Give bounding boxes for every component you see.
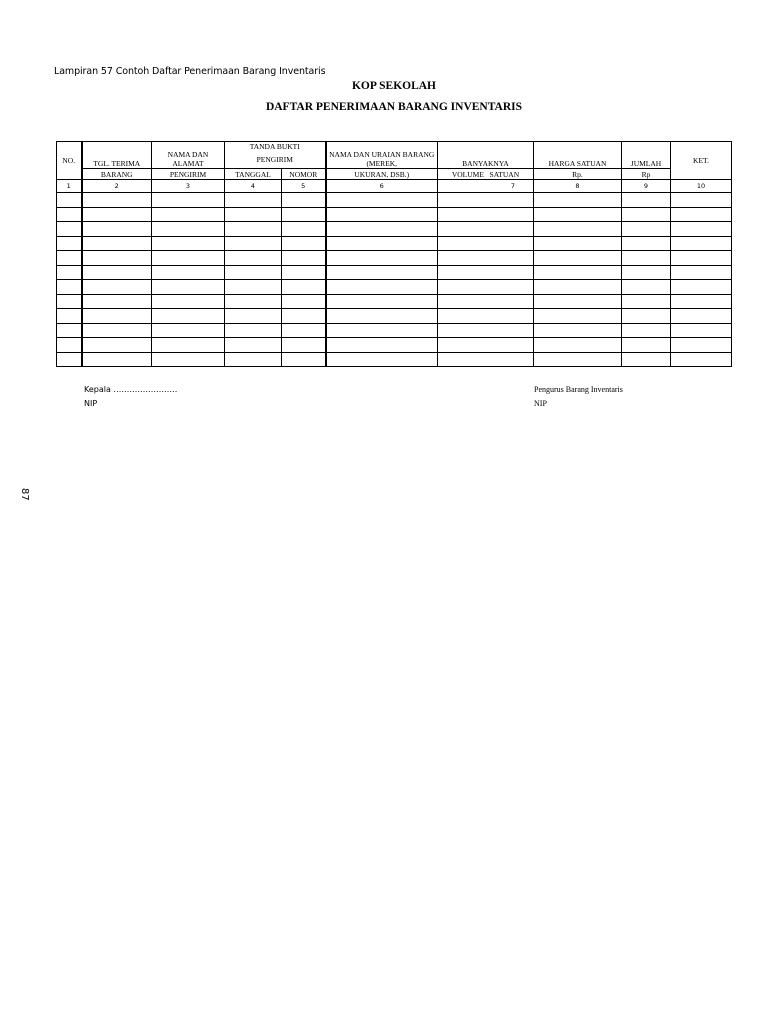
table-cell bbox=[671, 236, 732, 251]
header-jumlah-rp: Rp bbox=[622, 169, 671, 180]
table-cell bbox=[438, 265, 534, 280]
table-cell bbox=[82, 207, 152, 222]
table-cell bbox=[57, 280, 82, 295]
column-number: 2 bbox=[82, 180, 152, 193]
table-cell bbox=[622, 236, 671, 251]
table-cell bbox=[438, 294, 534, 309]
table-row bbox=[57, 309, 732, 324]
header-ket: KET. bbox=[671, 142, 732, 180]
table-cell bbox=[225, 222, 282, 237]
table-row bbox=[57, 207, 732, 222]
header-nomor: NOMOR bbox=[282, 169, 326, 180]
table-cell bbox=[438, 251, 534, 266]
table-cell bbox=[82, 309, 152, 324]
table-cell bbox=[438, 338, 534, 353]
table-cell bbox=[326, 352, 438, 367]
signature-block-inventory-officer bbox=[534, 385, 623, 413]
table-cell bbox=[326, 251, 438, 266]
table-body bbox=[57, 193, 732, 367]
table-cell bbox=[534, 323, 622, 338]
table-cell bbox=[82, 323, 152, 338]
table-row bbox=[57, 338, 732, 353]
table-cell bbox=[622, 193, 671, 208]
table-cell bbox=[438, 193, 534, 208]
table-cell bbox=[82, 294, 152, 309]
table-cell bbox=[225, 251, 282, 266]
header-banyaknya: BANYAKNYA bbox=[438, 142, 534, 169]
table-row bbox=[57, 193, 732, 208]
document-title: DAFTAR PENERIMAAN BARANG INVENTARIS bbox=[265, 101, 523, 113]
header-no: NO. bbox=[57, 142, 82, 180]
table-cell bbox=[282, 265, 326, 280]
table-row bbox=[57, 294, 732, 309]
header-tgl-terima: TGL. TERIMA bbox=[82, 142, 152, 169]
table-cell bbox=[57, 236, 82, 251]
table-cell bbox=[671, 251, 732, 266]
table-cell bbox=[326, 265, 438, 280]
table-cell bbox=[57, 309, 82, 324]
table-cell bbox=[152, 251, 225, 266]
table-cell bbox=[57, 265, 82, 280]
signature-block-principal bbox=[84, 385, 177, 413]
table-cell bbox=[671, 280, 732, 295]
column-number: 6 bbox=[326, 180, 438, 193]
table-cell bbox=[82, 193, 152, 208]
column-number: 1 bbox=[57, 180, 82, 193]
table-cell bbox=[326, 222, 438, 237]
table-cell bbox=[671, 265, 732, 280]
table-cell bbox=[438, 309, 534, 324]
header-tanda-bukti-pengirim: PENGIRIM bbox=[256, 155, 293, 164]
table-row bbox=[57, 236, 732, 251]
table-cell bbox=[622, 207, 671, 222]
table-cell bbox=[282, 338, 326, 353]
column-number: 5 bbox=[282, 180, 326, 193]
table-cell bbox=[671, 207, 732, 222]
table-header bbox=[57, 142, 732, 193]
table-cell bbox=[438, 352, 534, 367]
table-cell bbox=[282, 236, 326, 251]
table-cell bbox=[225, 309, 282, 324]
header-harga-satuan: HARGA SATUAN bbox=[534, 142, 622, 169]
table-cell bbox=[57, 338, 82, 353]
table-cell bbox=[282, 294, 326, 309]
table-row bbox=[57, 222, 732, 237]
page-number: 87 bbox=[19, 488, 30, 501]
table-cell bbox=[225, 338, 282, 353]
table-cell bbox=[671, 338, 732, 353]
table-cell bbox=[622, 338, 671, 353]
table-cell bbox=[82, 265, 152, 280]
table-cell bbox=[282, 222, 326, 237]
column-number: 7 bbox=[438, 180, 534, 193]
column-number: 4 bbox=[225, 180, 282, 193]
table-row bbox=[57, 280, 732, 295]
document-caption: Lampiran 57 Contoh Daftar Penerimaan Barang Inventaris bbox=[54, 66, 326, 77]
table-cell bbox=[326, 309, 438, 324]
table-cell bbox=[225, 352, 282, 367]
table-row bbox=[57, 352, 732, 367]
table-cell bbox=[152, 352, 225, 367]
header-tanda-bukti-label: TANDA BUKTI bbox=[249, 142, 300, 151]
table-cell bbox=[534, 265, 622, 280]
table-cell bbox=[152, 222, 225, 237]
column-number: 9 bbox=[622, 180, 671, 193]
table-cell bbox=[57, 222, 82, 237]
table-cell bbox=[534, 352, 622, 367]
table-cell bbox=[671, 323, 732, 338]
table-cell bbox=[671, 352, 732, 367]
table-cell bbox=[152, 265, 225, 280]
column-number: 3 bbox=[152, 180, 225, 193]
table-cell bbox=[438, 323, 534, 338]
officer-title: Pengurus Barang Inventaris bbox=[534, 385, 623, 394]
table-cell bbox=[534, 251, 622, 266]
table-cell bbox=[152, 236, 225, 251]
inventory-receipt-table bbox=[56, 141, 732, 367]
header-tanggal: TANGGAL bbox=[225, 169, 282, 180]
header-ukuran: UKURAN, DSB.) bbox=[326, 169, 438, 180]
table-cell bbox=[282, 251, 326, 266]
header-tanda-bukti bbox=[225, 142, 326, 169]
table-cell bbox=[225, 294, 282, 309]
column-number: 8 bbox=[534, 180, 622, 193]
table-cell bbox=[534, 294, 622, 309]
table-cell bbox=[326, 193, 438, 208]
table-cell bbox=[225, 193, 282, 208]
table-cell bbox=[225, 265, 282, 280]
table-cell bbox=[534, 309, 622, 324]
table-cell bbox=[152, 309, 225, 324]
table-cell bbox=[82, 352, 152, 367]
table-cell bbox=[57, 294, 82, 309]
table-cell bbox=[282, 207, 326, 222]
table-row bbox=[57, 323, 732, 338]
table-cell bbox=[438, 236, 534, 251]
table-cell bbox=[225, 280, 282, 295]
header-pengirim: PENGIRIM bbox=[152, 169, 225, 180]
table-cell bbox=[622, 294, 671, 309]
table-cell bbox=[326, 236, 438, 251]
table-cell bbox=[622, 251, 671, 266]
table-cell bbox=[534, 280, 622, 295]
table-cell bbox=[534, 193, 622, 208]
table-cell bbox=[671, 309, 732, 324]
table-cell bbox=[282, 323, 326, 338]
table-cell bbox=[438, 280, 534, 295]
table-cell bbox=[622, 265, 671, 280]
table-cell bbox=[82, 338, 152, 353]
table-cell bbox=[326, 294, 438, 309]
table-cell bbox=[534, 338, 622, 353]
table-cell bbox=[282, 280, 326, 295]
table-cell bbox=[152, 280, 225, 295]
letterhead-placeholder: KOP SEKOLAH bbox=[351, 80, 437, 92]
table-cell bbox=[438, 207, 534, 222]
table-cell bbox=[326, 280, 438, 295]
table-cell bbox=[534, 207, 622, 222]
header-nama-alamat: NAMA DAN ALAMAT bbox=[152, 142, 225, 169]
table-cell bbox=[671, 222, 732, 237]
table-cell bbox=[152, 323, 225, 338]
table-cell bbox=[225, 207, 282, 222]
table-cell bbox=[622, 352, 671, 367]
table-cell bbox=[282, 193, 326, 208]
table-cell bbox=[671, 294, 732, 309]
table-row bbox=[57, 265, 732, 280]
table-cell bbox=[225, 323, 282, 338]
table-cell bbox=[152, 207, 225, 222]
table-cell bbox=[57, 323, 82, 338]
header-rp: Rp. bbox=[534, 169, 622, 180]
header-tgl-barang: BARANG bbox=[82, 169, 152, 180]
column-number: 10 bbox=[671, 180, 732, 193]
table-cell bbox=[622, 280, 671, 295]
table-cell bbox=[622, 309, 671, 324]
table-cell bbox=[326, 323, 438, 338]
table-cell bbox=[534, 236, 622, 251]
table-cell bbox=[225, 236, 282, 251]
header-jumlah: JUMLAH bbox=[622, 142, 671, 169]
table-cell bbox=[622, 323, 671, 338]
table-cell bbox=[438, 222, 534, 237]
table-cell bbox=[82, 251, 152, 266]
table-cell bbox=[82, 280, 152, 295]
header-volume-satuan: VOLUME SATUAN bbox=[438, 169, 534, 180]
table-row bbox=[57, 251, 732, 266]
table-cell bbox=[152, 338, 225, 353]
table-cell bbox=[671, 193, 732, 208]
table-cell bbox=[57, 193, 82, 208]
table-cell bbox=[326, 207, 438, 222]
table-cell bbox=[152, 294, 225, 309]
table-cell bbox=[57, 352, 82, 367]
officer-nip: NIP bbox=[534, 399, 547, 408]
table-cell bbox=[82, 222, 152, 237]
principal-nip: NIP bbox=[84, 399, 98, 408]
header-nama-uraian: NAMA DAN URAIAN BARANG (MEREK, bbox=[326, 142, 438, 169]
table-cell bbox=[57, 207, 82, 222]
table-cell bbox=[82, 236, 152, 251]
table-cell bbox=[326, 338, 438, 353]
table-cell bbox=[622, 222, 671, 237]
principal-title: Kepala …………………… bbox=[84, 385, 178, 394]
table-cell bbox=[57, 251, 82, 266]
table-cell bbox=[534, 222, 622, 237]
table-cell bbox=[282, 352, 326, 367]
table-cell bbox=[282, 309, 326, 324]
table-cell bbox=[152, 193, 225, 208]
